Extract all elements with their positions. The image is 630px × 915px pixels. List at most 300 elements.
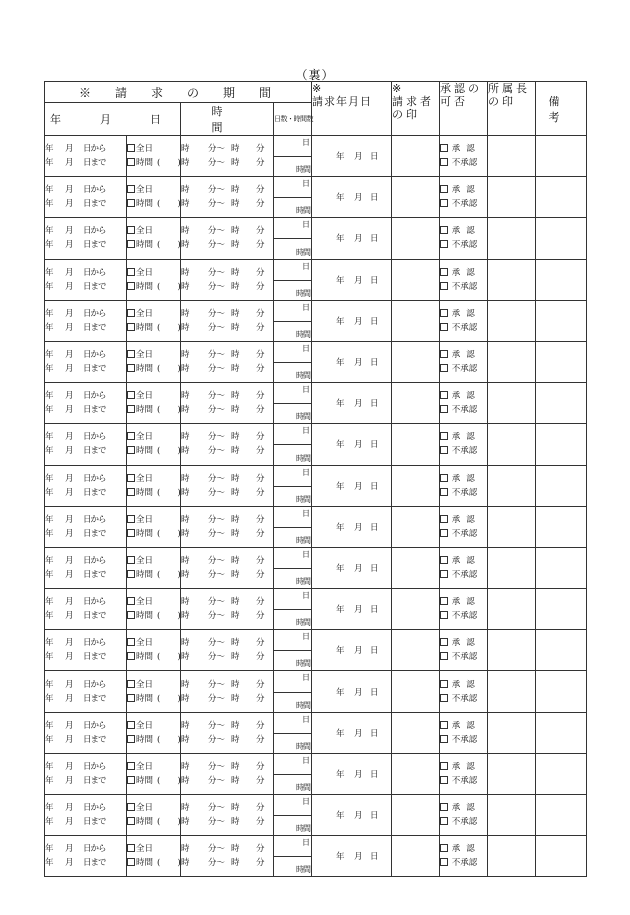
period-type-cell [127,836,181,877]
option-hourly[interactable] [127,197,180,211]
checkbox[interactable] [127,597,135,605]
manager-seal-cell[interactable] [488,630,536,671]
date-from-line [45,760,126,774]
option-approve[interactable] [440,760,487,774]
request-form-table [44,81,599,877]
remarks-cell[interactable] [536,712,587,753]
checkbox[interactable] [127,570,135,578]
option-full-day[interactable] [127,678,180,692]
checkbox[interactable] [127,474,135,482]
manager-seal-cell[interactable] [488,836,536,877]
minute-to-label: 分 [256,775,265,786]
days-hours-cell[interactable] [274,589,312,630]
requester-seal-cell[interactable] [392,589,440,630]
table-row [45,136,587,177]
days-hours-cell[interactable] [274,836,312,877]
request-date-cell[interactable] [312,712,392,753]
checkbox[interactable] [440,611,448,619]
checkbox[interactable] [127,762,135,770]
option-approve[interactable] [440,595,487,609]
option-disapprove[interactable] [440,280,487,294]
option-approve[interactable] [440,842,487,856]
option-approve[interactable] [440,266,487,280]
option-hourly[interactable] [127,403,180,417]
option-hourly[interactable] [127,156,180,170]
checkbox[interactable] [440,185,448,193]
date-range-cell[interactable] [45,341,127,382]
checkbox[interactable] [127,185,135,193]
manager-seal-cell[interactable] [488,465,536,506]
request-date-cell[interactable] [312,671,392,712]
option-full-day[interactable] [127,472,180,486]
checkbox[interactable] [127,405,135,413]
option-full-day[interactable] [127,513,180,527]
requester-seal-cell[interactable] [392,383,440,424]
option-disapprove[interactable] [440,486,487,500]
checkbox[interactable] [127,529,135,537]
requester-seal-cell[interactable] [392,177,440,218]
option-full-day[interactable] [127,142,180,156]
checkbox[interactable] [440,488,448,496]
time-range-cell[interactable] [181,589,274,630]
days-hours-cell[interactable] [274,465,312,506]
time-range-cell[interactable] [181,177,274,218]
req-month-label: 月 [354,275,363,286]
manager-seal-cell[interactable] [488,795,536,836]
option-hourly[interactable] [127,774,180,788]
requester-seal-cell[interactable] [392,753,440,794]
manager-seal-cell[interactable] [488,712,536,753]
option-disapprove[interactable] [440,733,487,747]
manager-seal-cell[interactable] [488,136,536,177]
checkbox[interactable] [440,474,448,482]
remarks-cell[interactable] [536,300,587,341]
option-hourly[interactable] [127,444,180,458]
option-disapprove[interactable] [440,238,487,252]
date-range-cell[interactable] [45,383,127,424]
remarks-cell[interactable] [536,836,587,877]
checkbox[interactable] [440,694,448,702]
remarks-cell[interactable] [536,136,587,177]
request-date-cell[interactable] [312,424,392,465]
req-year-label: 年 [336,563,345,574]
time-range-cell[interactable] [181,383,274,424]
days-hours-cell[interactable] [274,177,312,218]
days-hours-cell[interactable] [274,259,312,300]
option-full-day[interactable] [127,595,180,609]
option-approve[interactable] [440,513,487,527]
request-date-cell[interactable] [312,383,392,424]
divider [274,692,311,693]
option-hourly[interactable] [127,527,180,541]
date-range-cell[interactable] [45,547,127,588]
day-from-label: 日から [83,226,106,237]
time-range-cell[interactable] [181,795,274,836]
checkbox[interactable] [127,858,135,866]
checkbox[interactable] [127,323,135,331]
checkbox[interactable] [440,391,448,399]
option-approve[interactable] [440,719,487,733]
requester-seal-cell[interactable] [392,300,440,341]
checkbox[interactable] [127,199,135,207]
checkbox[interactable] [440,638,448,646]
manager-seal-cell[interactable] [488,341,536,382]
checkbox[interactable] [127,844,135,852]
option-approve[interactable] [440,801,487,815]
date-range-cell[interactable] [45,506,127,547]
checkbox[interactable] [127,364,135,372]
checkbox[interactable] [127,391,135,399]
checkbox[interactable] [127,226,135,234]
option-hourly[interactable] [127,362,180,376]
option-hourly[interactable] [127,856,180,870]
date-range-cell[interactable] [45,300,127,341]
checkbox[interactable] [440,570,448,578]
days-hours-cell[interactable] [274,383,312,424]
option-full-day[interactable] [127,389,180,403]
checkbox[interactable] [440,529,448,537]
manager-seal-cell[interactable] [488,218,536,259]
checkbox[interactable] [127,432,135,440]
checkbox[interactable] [127,803,135,811]
option-hourly[interactable] [127,650,180,664]
checkbox[interactable] [440,309,448,317]
checkbox[interactable] [440,803,448,811]
time-range-cell[interactable] [181,424,274,465]
checkbox[interactable] [440,199,448,207]
checkbox[interactable] [440,446,448,454]
checkbox[interactable] [440,158,448,166]
checkbox[interactable] [440,762,448,770]
checkbox[interactable] [440,323,448,331]
request-date-cell[interactable] [312,836,392,877]
remarks-cell[interactable] [536,218,587,259]
checkbox[interactable] [440,350,448,358]
approval-cell [440,424,488,465]
days-hours-cell[interactable] [274,300,312,341]
option-disapprove[interactable] [440,856,487,870]
checkbox[interactable] [127,144,135,152]
remarks-cell[interactable] [536,383,587,424]
date-range-cell[interactable] [45,424,127,465]
checkbox[interactable] [127,282,135,290]
time-range-cell[interactable] [181,753,274,794]
time-range-cell[interactable] [181,671,274,712]
request-date-cell[interactable] [312,218,392,259]
checkbox[interactable] [440,817,448,825]
date-range-cell[interactable] [45,712,127,753]
request-date-cell[interactable] [312,630,392,671]
option-hourly[interactable] [127,280,180,294]
option-disapprove[interactable] [440,609,487,623]
checkbox[interactable] [127,611,135,619]
remarks-cell[interactable] [536,753,587,794]
request-date-cell[interactable] [312,547,392,588]
option-hourly[interactable] [127,321,180,335]
checkbox[interactable] [440,776,448,784]
checkbox[interactable] [127,735,135,743]
option-disapprove[interactable] [440,527,487,541]
manager-seal-cell[interactable] [488,547,536,588]
checkbox[interactable] [440,858,448,866]
checkbox[interactable] [127,268,135,276]
requester-seal-cell[interactable] [392,671,440,712]
days-hours-cell[interactable] [274,547,312,588]
option-disapprove[interactable] [440,444,487,458]
year-label: 年 [45,364,54,375]
option-approve[interactable] [440,389,487,403]
checkbox[interactable] [127,309,135,317]
option-hourly[interactable] [127,609,180,623]
option-approve[interactable] [440,554,487,568]
date-range-cell[interactable] [45,259,127,300]
manager-seal-cell[interactable] [488,753,536,794]
checkbox[interactable] [127,638,135,646]
option-disapprove[interactable] [440,568,487,582]
disapprove-label: 不承認 [451,734,478,745]
checkbox[interactable] [440,144,448,152]
date-range-cell[interactable] [45,671,127,712]
option-approve[interactable] [440,307,487,321]
option-full-day[interactable] [127,430,180,444]
option-full-day[interactable] [127,266,180,280]
days-hours-cell[interactable] [274,506,312,547]
time-range-cell[interactable] [181,465,274,506]
checkbox[interactable] [440,652,448,660]
option-paren: ( ) [157,775,181,786]
checkbox[interactable] [127,680,135,688]
date-from-line [45,636,126,650]
checkbox[interactable] [440,844,448,852]
manager-seal-cell[interactable] [488,300,536,341]
option-full-day[interactable] [127,183,180,197]
option-disapprove[interactable] [440,650,487,664]
requester-seal-cell[interactable] [392,836,440,877]
days-hours-cell[interactable] [274,630,312,671]
checkbox[interactable] [440,735,448,743]
manager-seal-cell[interactable] [488,177,536,218]
option-disapprove[interactable] [440,362,487,376]
checkbox[interactable] [127,694,135,702]
time-range-cell[interactable] [181,630,274,671]
checkbox[interactable] [440,240,448,248]
days-hours-cell[interactable] [274,136,312,177]
option-approve[interactable] [440,430,487,444]
request-date-cell[interactable] [312,795,392,836]
option-full-day[interactable] [127,842,180,856]
approve-label: 承認 [451,391,481,402]
remarks-cell[interactable] [536,259,587,300]
requester-seal-cell[interactable] [392,218,440,259]
request-date-cell[interactable] [312,465,392,506]
requester-seal-cell[interactable] [392,547,440,588]
days-hours-cell[interactable] [274,795,312,836]
checkbox[interactable] [127,652,135,660]
requester-seal-cell[interactable] [392,136,440,177]
req-month-label: 月 [354,440,363,451]
option-disapprove[interactable] [440,403,487,417]
checkbox[interactable] [127,446,135,454]
days-hours-cell[interactable] [274,341,312,382]
request-date-cell[interactable] [312,136,392,177]
time-range-cell[interactable] [181,712,274,753]
option-full-day[interactable] [127,801,180,815]
checkbox[interactable] [127,776,135,784]
remarks-cell[interactable] [536,506,587,547]
option-full-day[interactable] [127,554,180,568]
days-hours-cell[interactable] [274,712,312,753]
checkbox[interactable] [440,597,448,605]
remarks-cell[interactable] [536,671,587,712]
time-range-cell[interactable] [181,836,274,877]
option-full-day[interactable] [127,760,180,774]
date-range-cell[interactable] [45,136,127,177]
option-approve[interactable] [440,636,487,650]
checkbox[interactable] [440,282,448,290]
manager-seal-cell[interactable] [488,259,536,300]
option-approve[interactable] [440,472,487,486]
option-approve[interactable] [440,348,487,362]
checkbox[interactable] [440,405,448,413]
date-range-cell[interactable] [45,836,127,877]
date-range-cell[interactable] [45,753,127,794]
checkbox[interactable] [127,817,135,825]
checkbox[interactable] [440,556,448,564]
request-date-cell[interactable] [312,177,392,218]
days-hours-cell[interactable] [274,753,312,794]
day-from-label: 日から [83,350,106,361]
request-date-cell[interactable] [312,259,392,300]
checkbox[interactable] [127,556,135,564]
days-hours-cell[interactable] [274,671,312,712]
hour-to-label: 時 [231,322,240,333]
requester-seal-cell[interactable] [392,341,440,382]
date-range-cell[interactable] [45,630,127,671]
option-approve[interactable] [440,142,487,156]
option-hourly[interactable] [127,815,180,829]
requester-seal-cell[interactable] [392,795,440,836]
remarks-cell[interactable] [536,341,587,382]
day-to-label: 日まで [83,693,106,704]
month-label: 月 [65,775,74,786]
option-hourly[interactable] [127,486,180,500]
option-full-day[interactable] [127,307,180,321]
requester-seal-cell[interactable] [392,506,440,547]
requester-seal-cell[interactable] [392,712,440,753]
manager-seal-cell[interactable] [488,506,536,547]
request-date-cell[interactable] [312,753,392,794]
days-hours-cell[interactable] [274,218,312,259]
hour-from-label: 時 [181,679,190,690]
option-hourly[interactable] [127,692,180,706]
manager-seal-cell[interactable] [488,671,536,712]
option-hourly-label: 時間 [136,611,154,622]
option-hourly[interactable] [127,568,180,582]
checkbox[interactable] [440,364,448,372]
option-disapprove[interactable] [440,321,487,335]
remarks-cell[interactable] [536,547,587,588]
remarks-cell[interactable] [536,630,587,671]
option-disapprove[interactable] [440,197,487,211]
request-date-cell[interactable] [312,341,392,382]
checkbox[interactable] [127,350,135,358]
checkbox[interactable] [127,515,135,523]
option-hourly-label: 時間 [136,775,154,786]
date-range-cell[interactable] [45,589,127,630]
minute-to-label: 分 [256,185,265,196]
date-range-cell[interactable] [45,177,127,218]
time-range-cell[interactable] [181,341,274,382]
remarks-cell[interactable] [536,177,587,218]
day-to-label: 日まで [83,240,106,251]
requester-seal-cell[interactable] [392,424,440,465]
requester-seal-cell[interactable] [392,259,440,300]
option-full-day[interactable] [127,348,180,362]
remarks-cell[interactable] [536,589,587,630]
time-range-cell[interactable] [181,259,274,300]
remarks-cell[interactable] [536,424,587,465]
option-full-day[interactable] [127,224,180,238]
time-range-cell[interactable] [181,218,274,259]
checkbox[interactable] [440,432,448,440]
year-label: 年 [45,240,54,251]
option-hourly[interactable] [127,238,180,252]
minute-to-label: 分 [256,528,265,539]
divider [274,238,311,239]
checkbox[interactable] [440,515,448,523]
remarks-cell[interactable] [536,465,587,506]
request-date-cell[interactable] [312,300,392,341]
checkbox[interactable] [127,240,135,248]
request-date-cell[interactable] [312,589,392,630]
option-approve[interactable] [440,224,487,238]
manager-seal-cell[interactable] [488,383,536,424]
manager-seal-cell[interactable] [488,589,536,630]
remarks-cell[interactable] [536,795,587,836]
checkbox[interactable] [440,226,448,234]
checkbox[interactable] [127,158,135,166]
manager-seal-cell[interactable] [488,424,536,465]
request-date-cell[interactable] [312,506,392,547]
checkbox[interactable] [127,488,135,496]
date-range-cell[interactable] [45,218,127,259]
option-disapprove[interactable] [440,815,487,829]
option-disapprove[interactable] [440,774,487,788]
checkbox[interactable] [440,721,448,729]
option-full-day[interactable] [127,636,180,650]
option-approve[interactable] [440,183,487,197]
option-disapprove[interactable] [440,156,487,170]
time-range-cell[interactable] [181,506,274,547]
option-full-day[interactable] [127,719,180,733]
checkbox[interactable] [440,268,448,276]
requester-seal-cell[interactable] [392,465,440,506]
option-approve[interactable] [440,678,487,692]
date-range-cell[interactable] [45,795,127,836]
checkbox[interactable] [127,721,135,729]
days-hours-cell[interactable] [274,424,312,465]
option-disapprove[interactable] [440,692,487,706]
option-hourly[interactable] [127,733,180,747]
date-range-cell[interactable] [45,465,127,506]
time-range-cell[interactable] [181,300,274,341]
hours-unit: 時間 [296,494,311,504]
time-range-cell[interactable] [181,136,274,177]
date-to-line [45,403,126,417]
checkbox[interactable] [440,680,448,688]
requester-seal-cell[interactable] [392,630,440,671]
time-range-cell[interactable] [181,547,274,588]
